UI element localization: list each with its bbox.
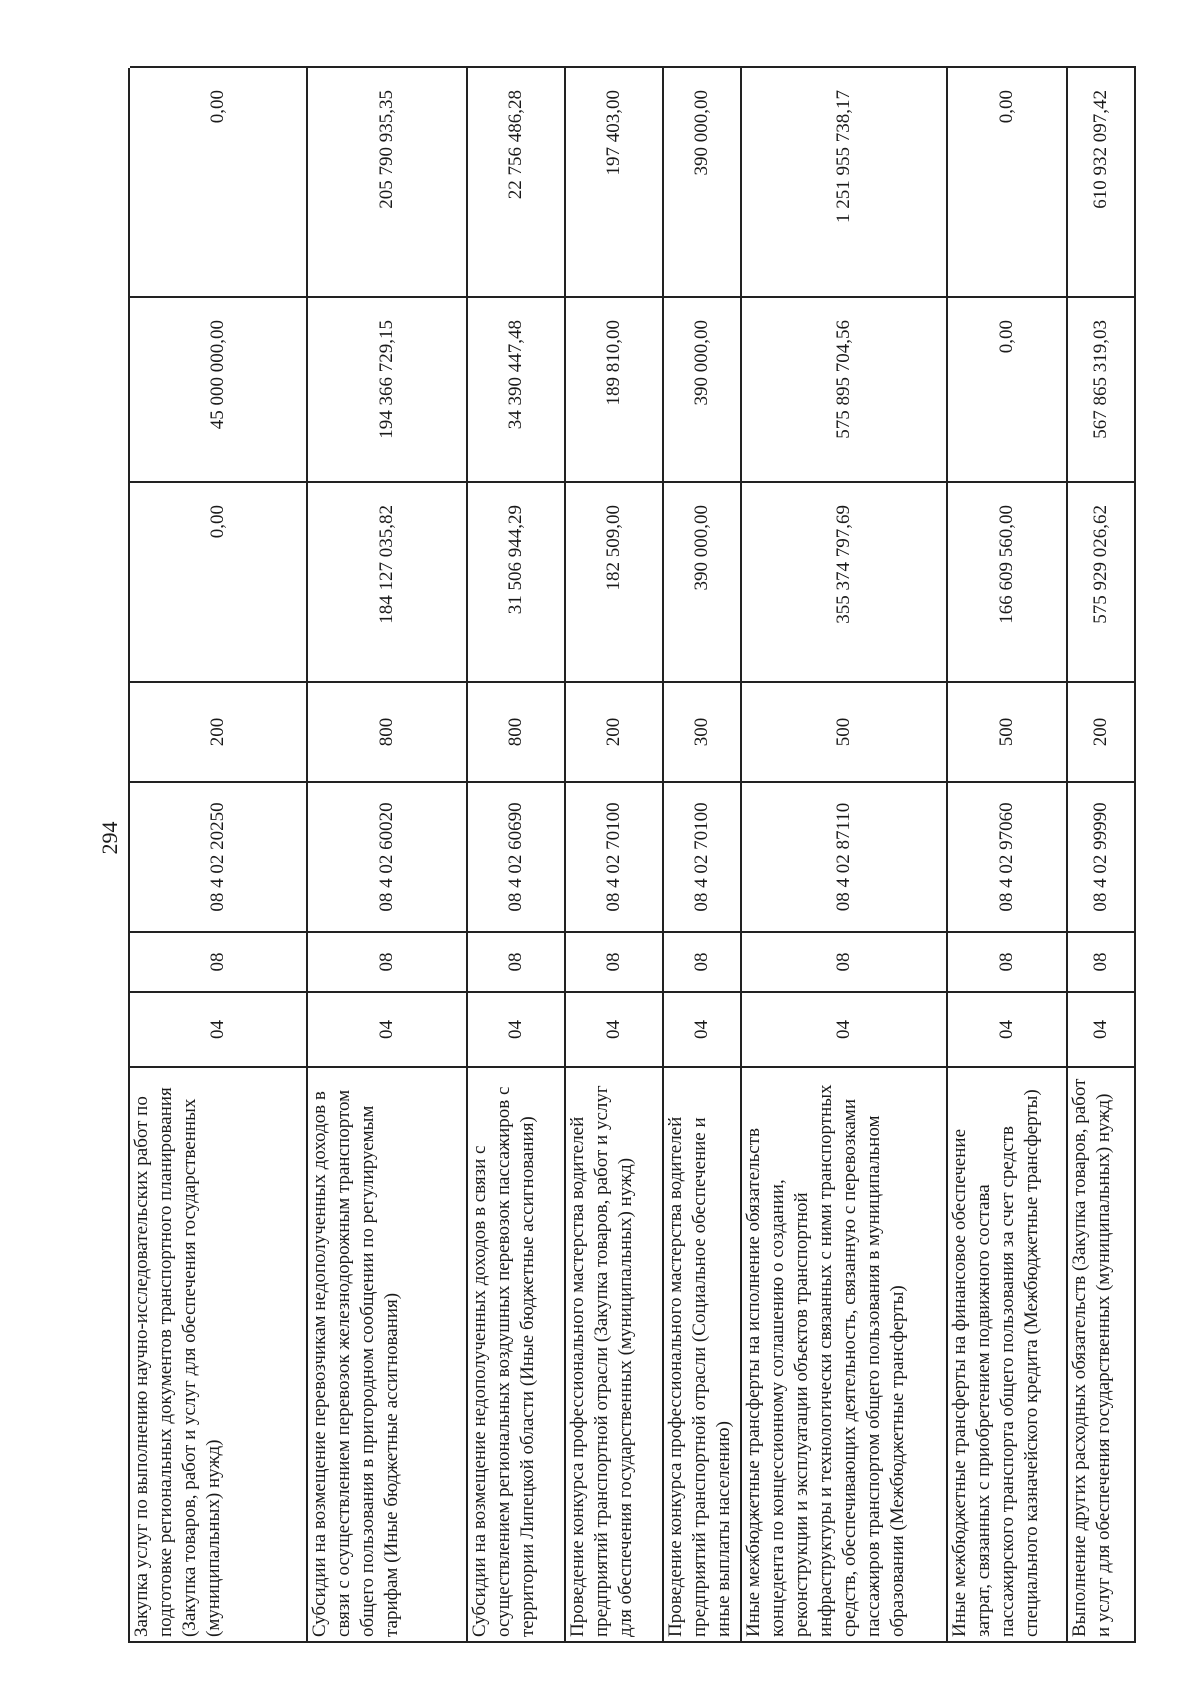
table-cell-text: 0,00 xyxy=(207,90,228,124)
table-cell-text: 197 403,00 xyxy=(603,90,624,176)
amount-year3-cell xyxy=(308,66,468,296)
table-cell-text: Выполнение других расходных обязательств (Закупка товаров, работ и услуг для обеспечения государственных (муниципальных) нужд) xyxy=(1069,1078,1114,1637)
table-cell-text: 08 xyxy=(376,952,397,972)
table-cell-text: 08 xyxy=(691,952,712,972)
amount-year1-cell xyxy=(948,481,1068,681)
table-cell-text: 390 000,00 xyxy=(691,90,712,176)
table-cell-text: 08 4 02 87110 xyxy=(833,802,854,912)
table-cell-text: Проведение конкурса профессионального мастерства водителей предприятий транспортной отрасли (Социальное обеспечение и иные выплаты населению) xyxy=(665,1116,734,1637)
table-cell-text: 04 xyxy=(505,1020,526,1039)
description-cell xyxy=(742,1066,948,1641)
description-cell xyxy=(308,1066,468,1641)
description-cell xyxy=(566,1066,664,1641)
table-cell-text: 04 xyxy=(691,1020,712,1039)
target-article-cell xyxy=(948,781,1068,931)
table-cell-text: 184 127 035,82 xyxy=(376,505,397,624)
subsection-code-cell xyxy=(566,931,664,991)
subsection-code-cell xyxy=(948,931,1068,991)
table-cell-text: 08 xyxy=(207,952,228,972)
table-cell-text: 08 4 02 70100 xyxy=(691,802,712,912)
subsection-code-cell xyxy=(468,931,566,991)
table-cell-text: 08 xyxy=(505,952,526,972)
subsection-code-cell xyxy=(130,931,308,991)
section-code-cell xyxy=(468,991,566,1066)
table-cell-text: 0,00 xyxy=(996,90,1017,124)
amount-year3-cell xyxy=(742,66,948,296)
section-code-cell xyxy=(566,991,664,1066)
table-cell-text: 08 4 02 97060 xyxy=(996,802,1017,912)
description-cell xyxy=(664,1066,742,1641)
table-cell-text: 08 4 02 70100 xyxy=(603,802,624,912)
expense-type-cell xyxy=(308,681,468,781)
budget-table xyxy=(128,68,1114,1643)
expense-type-cell xyxy=(468,681,566,781)
table-cell-text: 08 xyxy=(1090,952,1111,972)
section-code-cell xyxy=(948,991,1068,1066)
section-code-cell xyxy=(308,991,468,1066)
table-cell-text: Субсидии на возмещение недополученных доходов в связи с осуществлением региональных воздушных перевозок пассажиров с территории Липецкой области (Иные бюджетные ассигнования) xyxy=(469,1086,538,1637)
table-cell-text: 575 895 704,56 xyxy=(833,320,854,439)
expense-type-cell xyxy=(948,681,1068,781)
table-cell-text: 200 xyxy=(1090,717,1111,747)
page-number: 294 xyxy=(97,821,122,855)
amount-year3-cell xyxy=(130,66,308,296)
target-article-cell xyxy=(566,781,664,931)
table-cell-text: 45 000 000,00 xyxy=(207,320,228,430)
description-cell xyxy=(1068,1066,1136,1641)
table-cell-text: 567 865 319,03 xyxy=(1090,320,1111,439)
table-grid xyxy=(128,68,1136,1643)
target-article-cell xyxy=(742,781,948,931)
table-cell-text: 205 790 935,35 xyxy=(376,90,397,209)
subsection-code-cell xyxy=(742,931,948,991)
amount-year2-cell xyxy=(664,296,742,481)
section-code-cell xyxy=(130,991,308,1066)
table-cell-text: 200 xyxy=(603,717,624,747)
table-cell-text: 182 509,00 xyxy=(603,505,624,591)
table-cell-text: 08 4 02 60020 xyxy=(376,802,397,912)
table-cell-text: 31 506 944,29 xyxy=(505,505,526,615)
table-cell-text: 500 xyxy=(833,717,854,747)
expense-type-cell xyxy=(664,681,742,781)
table-cell-text: 04 xyxy=(1090,1020,1111,1039)
subsection-code-cell xyxy=(1068,931,1136,991)
target-article-cell xyxy=(664,781,742,931)
table-cell-text: 800 xyxy=(376,717,397,747)
table-cell-text: 04 xyxy=(603,1020,624,1039)
amount-year2-cell xyxy=(308,296,468,481)
amount-year2-cell xyxy=(130,296,308,481)
table-cell-text: 22 756 486,28 xyxy=(505,90,526,200)
section-code-cell xyxy=(1068,991,1136,1066)
table-cell-text: 575 929 026,62 xyxy=(1090,505,1111,624)
amount-year1-cell xyxy=(1068,481,1136,681)
table-cell-text: Закупка услуг по выполнению научно-исследовательских работ по подготовке региональных документов транспортного планирования (Закупка товаров, работ и услуг для обеспечения государственных (муниципальных) нужд) xyxy=(131,1087,224,1637)
target-article-cell xyxy=(308,781,468,931)
table-cell-text: 800 xyxy=(505,717,526,747)
table-cell-text: 200 xyxy=(207,717,228,747)
table-cell-text: Иные межбюджетные трансферты на исполнение обязательств концедента по концессионному соглашению о создании, реконструкции и эксплуатации объектов транспортной инфраструктуры и технологически связанных с ними транспортных средств, обеспечивающих деятельность, связанную с перевозками пассажиров транспортом общего пользования в муниципальном образовании (Межбюджетные трансферты) xyxy=(743,1084,908,1637)
expense-type-cell xyxy=(130,681,308,781)
amount-year1-cell xyxy=(308,481,468,681)
amount-year1-cell xyxy=(742,481,948,681)
table-cell-text: 08 4 02 99990 xyxy=(1090,802,1111,912)
amount-year2-cell xyxy=(566,296,664,481)
table-cell-text: 166 609 560,00 xyxy=(996,505,1017,624)
target-article-cell xyxy=(1068,781,1136,931)
table-cell-text: 1 251 955 738,17 xyxy=(833,90,854,223)
amount-year1-cell xyxy=(566,481,664,681)
amount-year3-cell xyxy=(1068,66,1136,296)
table-cell-text: 08 xyxy=(996,952,1017,972)
table-cell-text: 390 000,00 xyxy=(691,320,712,406)
amount-year2-cell xyxy=(468,296,566,481)
table-cell-text: 0,00 xyxy=(996,320,1017,354)
expense-type-cell xyxy=(1068,681,1136,781)
table-cell-text: 189 810,00 xyxy=(603,320,624,406)
table-cell-text: Субсидии на возмещение перевозчикам недополученных доходов в связи с осуществлением перевозок железнодорожным транспортом общего пользования в пригородном сообщении по регулируемым тарифам (Иные бюджетные ассигнования) xyxy=(309,1089,402,1637)
amount-year3-cell xyxy=(664,66,742,296)
table-cell-text: 355 374 797,69 xyxy=(833,505,854,624)
amount-year3-cell xyxy=(566,66,664,296)
table-cell-text: Иные межбюджетные трансферты на финансовое обеспечение затрат, связанных с приобретением подвижного состава пассажирского транспорта общего пользования за счет средств специального казначейского кредита (Межбюджетные трансферты) xyxy=(949,1089,1042,1637)
amount-year2-cell xyxy=(948,296,1068,481)
section-code-cell xyxy=(742,991,948,1066)
table-cell-text: 04 xyxy=(207,1020,228,1039)
amount-year1-cell xyxy=(130,481,308,681)
description-cell xyxy=(468,1066,566,1641)
table-cell-text: 390 000,00 xyxy=(691,505,712,591)
amount-year3-cell xyxy=(948,66,1068,296)
table-cell-text: 08 4 02 20250 xyxy=(207,802,228,912)
expense-type-cell xyxy=(742,681,948,781)
table-cell-text: 610 932 097,42 xyxy=(1090,90,1111,209)
section-code-cell xyxy=(664,991,742,1066)
table-cell-text: 04 xyxy=(833,1020,854,1039)
table-cell-text: 300 xyxy=(691,717,712,747)
table-cell-text: 34 390 447,48 xyxy=(505,320,526,430)
subsection-code-cell xyxy=(664,931,742,991)
table-cell-text: 500 xyxy=(996,717,1017,747)
description-cell xyxy=(948,1066,1068,1641)
subsection-code-cell xyxy=(308,931,468,991)
table-cell-text: 08 xyxy=(603,952,624,972)
table-cell-text: 08 xyxy=(833,952,854,972)
table-cell-text: 0,00 xyxy=(207,505,228,539)
table-cell-text: 194 366 729,15 xyxy=(376,320,397,439)
expense-type-cell xyxy=(566,681,664,781)
table-cell-text: Проведение конкурса профессионального мастерства водителей предприятий транспортной отрасли (Закупка товаров, работ и услуг для обеспечения государственных (муниципальных) нужд) xyxy=(567,1085,636,1637)
amount-year3-cell xyxy=(468,66,566,296)
amount-year2-cell xyxy=(1068,296,1136,481)
table-cell-text: 04 xyxy=(376,1020,397,1039)
table-cell-text: 08 4 02 60690 xyxy=(505,802,526,912)
description-cell xyxy=(130,1066,308,1641)
target-article-cell xyxy=(468,781,566,931)
table-cell-text: 04 xyxy=(996,1020,1017,1039)
amount-year2-cell xyxy=(742,296,948,481)
target-article-cell xyxy=(130,781,308,931)
amount-year1-cell xyxy=(664,481,742,681)
amount-year1-cell xyxy=(468,481,566,681)
